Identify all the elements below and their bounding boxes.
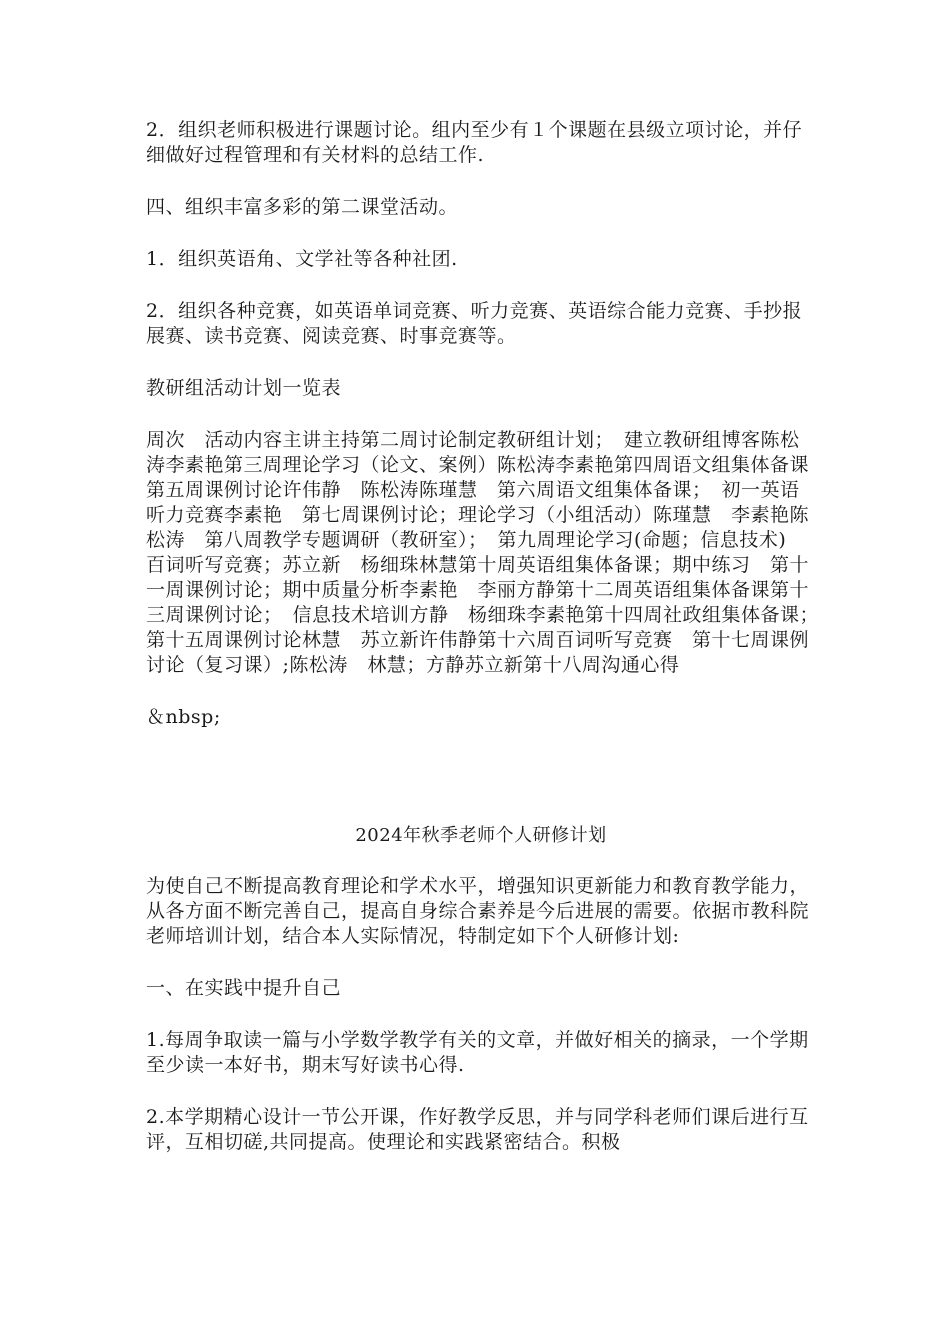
nbsp-artifact: ＆nbsp; (146, 706, 221, 728)
document-title: 2024年秋季老师个人研修计划 (355, 825, 607, 846)
paragraph-intro: 为使自己不断提高教育理论和学术水平，增强知识更新能力和教育教学能力，从各方面不断完善自己，提高自身综合素养是今后进展的需要。依据市教科院老师培训计划，结合本人实际情况，特制定如下个人研修计划: (146, 875, 810, 947)
paragraph-clubs: 1．组织英语角、文学社等各种社团. (146, 248, 458, 270)
paragraph-competitions: 2．组织各种竞赛，如英语单词竞赛、听力竞赛、英语综合能力竞赛、手抄报展赛、读书竞赛、阅读竞赛、时事竞赛等。 (146, 300, 803, 347)
schedule-body: 周次 活动内容主讲主持第二周讨论制定教研组计划； 建立教研组博客陈松涛李素艳第三周理论学习（论文、案例）陈松涛李素艳第四周语文组集体备课 第五周课例讨论许伟静 陈松涛陈瑾慧 第六周语文组集体备课； 初一英语听力竞赛李素艳 第七周课例讨论；理论学习（小组活动）陈瑾慧 李素艳陈松涛 第八周教学专题调研（教研室）； 第九周理论学习(命题；信息技术) 百词听写竞赛；苏立新 杨细珠林慧第十周英语组集体备课；期中练习 第十一周课例讨论；期中质量分析李素艳 李丽方静第十二周英语组集体备课第十三周课例讨论； 信息技术培训方静 杨细珠李素艳第十四周社政组集体备课； 第十五周课例讨论林慧 苏立新许伟静第十六周百词听写竞赛 第十七周课例讨论（复习课）;陈松涛 林慧；方静苏立新第十八周沟通心得 (146, 429, 830, 676)
paragraph-open-class: 2.本学期精心设计一节公开课，作好教学反思，并与同学科老师们课后进行互评，互相切磋,共同提高。使理论和实践紧密结合。积极 (146, 1106, 809, 1153)
section-heading-activities: 四、组织丰富多彩的第二课堂活动。 (146, 196, 459, 218)
paragraph-research-topics: 2．组织老师积极进行课题讨论。组内至少有１个课题在县级立项讨论，并仔细做好过程管理和有关材料的总结工作. (146, 119, 803, 166)
document-page (146, 118, 830, 1182)
section-heading-practice: 一、在实践中提升自己 (146, 977, 342, 999)
paragraph-reading: 1.每周争取读一篇与小学数学教学有关的文章，并做好相关的摘录，一个学期至少读一本好书，期末写好读书心得. (146, 1029, 809, 1076)
section-spacer (146, 757, 816, 823)
schedule-heading: 教研组活动计划一览表 (146, 377, 342, 399)
